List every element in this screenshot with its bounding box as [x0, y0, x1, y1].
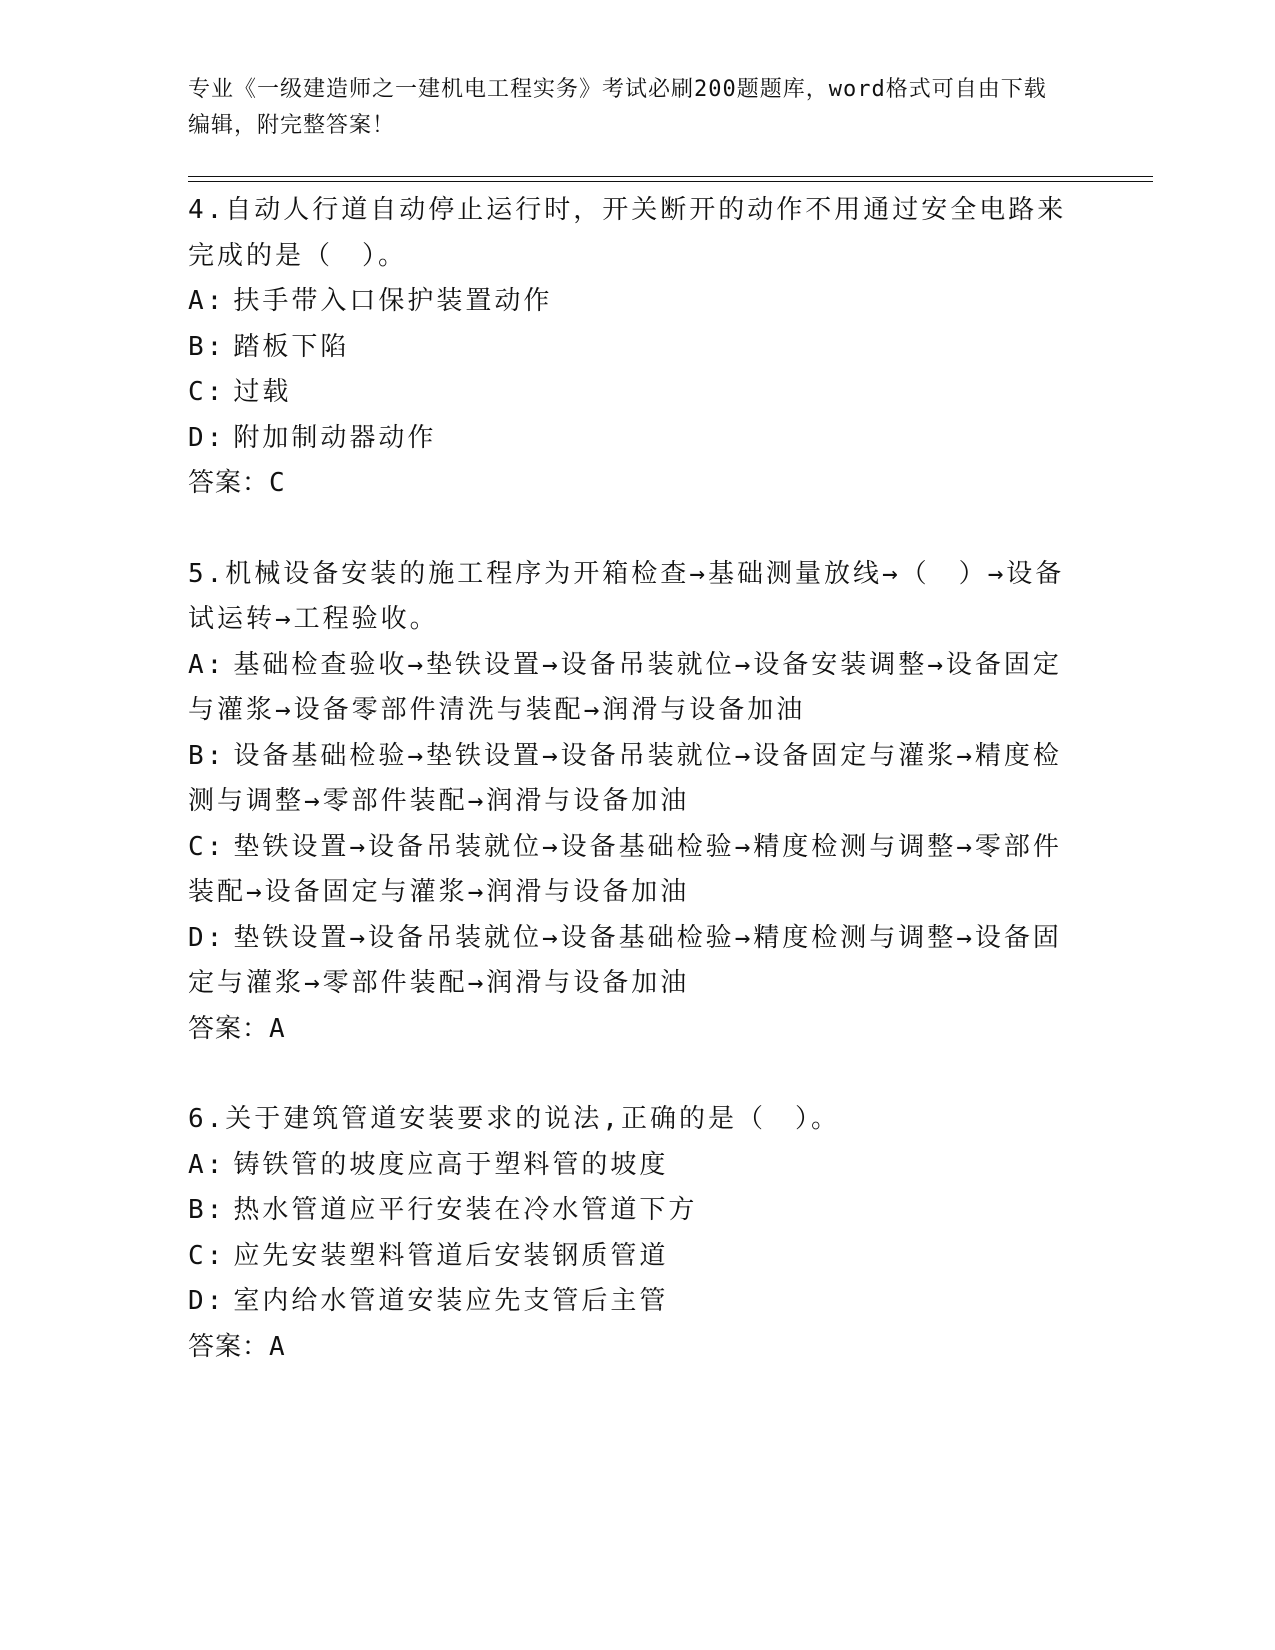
option-a	[188, 643, 1068, 734]
option-text: 踏板下陷	[233, 331, 350, 362]
header-divider-bottom	[188, 181, 1153, 182]
option-b	[188, 734, 1068, 825]
option-key: A:	[188, 286, 226, 316]
option-key: C:	[188, 831, 226, 862]
option-a	[188, 1143, 1068, 1189]
option-key: D:	[188, 922, 226, 953]
option-text: 热水管道应平行安装在冷水管道下方	[233, 1195, 698, 1225]
question-4	[188, 188, 1068, 507]
option-text: 过载	[233, 377, 292, 407]
option-key: D:	[188, 422, 226, 453]
question-stem: 4.自动人行道自动停止运行时，开关断开的动作不用通过安全电路来完成的是（ ）。	[188, 195, 1067, 271]
option-text: 垫铁设置→设备吊装就位→设备基础检验→精度检测与调整→零部件装配→设备固定与灌浆→润滑与设备加油	[188, 831, 1062, 907]
option-text: 附加制动器动作	[233, 422, 437, 453]
option-text: 扶手带入口保护装置动作	[233, 286, 553, 316]
option-text: 设备基础检验→垫铁设置→设备吊装就位→设备固定与灌浆→精度检测与调整→零部件装配→润滑与设备加油	[188, 740, 1062, 816]
option-key: A:	[188, 649, 226, 680]
question-6	[188, 1097, 1068, 1370]
option-text: 基础检查验收→垫铁设置→设备吊装就位→设备安装调整→设备固定与灌浆→设备零部件清洗与装配→润滑与设备加油	[188, 649, 1062, 725]
question-list	[188, 188, 1068, 1370]
option-key: A:	[188, 1149, 226, 1180]
option-c	[188, 825, 1068, 916]
answer-line: 答案：A	[188, 1013, 286, 1044]
option-key: B:	[188, 1195, 226, 1225]
option-text: 室内给水管道安装应先支管后主管	[233, 1286, 669, 1316]
option-text: 垫铁设置→设备吊装就位→设备基础检验→精度检测与调整→设备固定与灌浆→零部件装配→润滑与设备加油	[188, 922, 1062, 998]
option-c	[188, 370, 1068, 416]
option-c	[188, 1234, 1068, 1280]
option-d	[188, 1279, 1068, 1325]
header-divider-top	[188, 176, 1153, 177]
answer-line: 答案：A	[188, 1331, 286, 1362]
option-key: B:	[188, 331, 226, 362]
option-key: B:	[188, 740, 226, 771]
option-text: 应先安装塑料管道后安装钢质管道	[233, 1240, 669, 1271]
option-key: C:	[188, 1240, 226, 1271]
option-key: D:	[188, 1286, 226, 1316]
option-a	[188, 279, 1068, 325]
option-b	[188, 325, 1068, 371]
question-stem: 6.关于建筑管道安装要求的说法,正确的是（ ）。	[188, 1104, 840, 1134]
option-b	[188, 1188, 1068, 1234]
question-5	[188, 552, 1068, 1053]
question-stem: 5.机械设备安装的施工程序为开箱检查→基础测量放线→（ ）→设备试运转→工程验收。	[188, 558, 1065, 634]
document-header: 专业《一级建造师之一建机电工程实务》考试必刷200题题库，word格式可自由下载编辑，附完整答案！	[188, 77, 1047, 138]
answer-line: 答案：C	[188, 468, 286, 498]
option-text: 铸铁管的坡度应高于塑料管的坡度	[233, 1149, 669, 1180]
option-d	[188, 916, 1068, 1007]
option-d	[188, 416, 1068, 462]
option-key: C:	[188, 377, 226, 407]
